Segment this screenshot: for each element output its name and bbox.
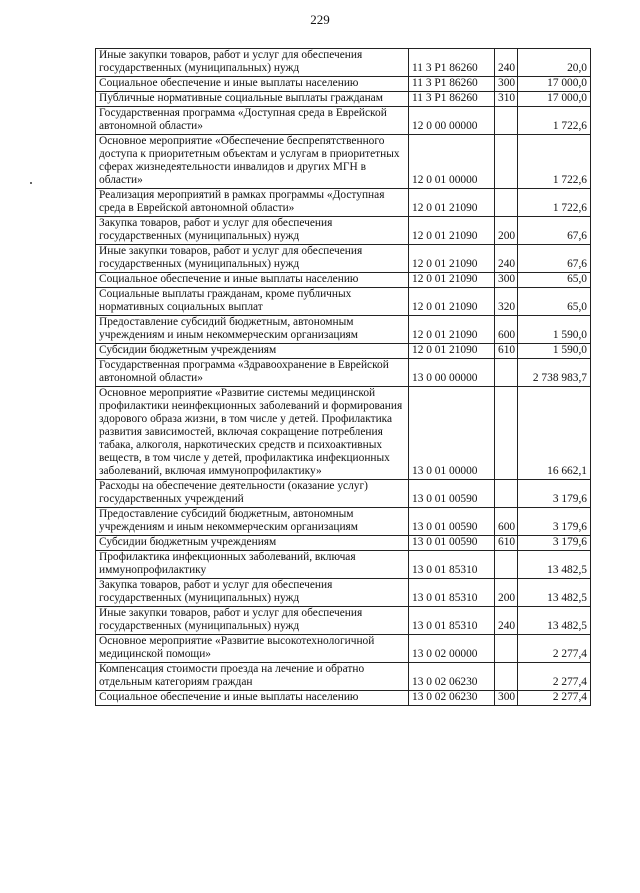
row-name-cell: Предоставление субсидий бюджетным, автономным учреждениям и иным некоммерческим организациям bbox=[96, 508, 409, 536]
row-vr-cell bbox=[495, 480, 518, 508]
row-code-cell: 13 0 01 00590 bbox=[409, 536, 495, 551]
row-vr-cell: 600 bbox=[495, 508, 518, 536]
row-name-cell: Закупка товаров, работ и услуг для обеспечения государственных (муниципальных) нужд bbox=[96, 579, 409, 607]
table-row bbox=[96, 387, 591, 480]
row-code-cell: 12 0 01 21090 bbox=[409, 217, 495, 245]
row-vr-cell: 300 bbox=[495, 691, 518, 706]
table-row bbox=[96, 551, 591, 579]
table-row bbox=[96, 107, 591, 135]
row-amount-cell: 1 590,0 bbox=[518, 316, 591, 344]
row-vr-cell bbox=[495, 107, 518, 135]
row-name-cell: Расходы на обеспечение деятельности (оказание услуг) государственных учреждений bbox=[96, 480, 409, 508]
row-amount-cell: 2 277,4 bbox=[518, 663, 591, 691]
row-amount-cell: 65,0 bbox=[518, 273, 591, 288]
table-row bbox=[96, 49, 591, 77]
table-row bbox=[96, 536, 591, 551]
table-row bbox=[96, 135, 591, 189]
table-row bbox=[96, 480, 591, 508]
row-amount-cell: 1 722,6 bbox=[518, 135, 591, 189]
row-vr-cell: 610 bbox=[495, 536, 518, 551]
row-amount-cell: 67,6 bbox=[518, 217, 591, 245]
row-vr-cell: 240 bbox=[495, 607, 518, 635]
row-name-cell: Государственная программа «Доступная среда в Еврейской автономной области» bbox=[96, 107, 409, 135]
table-row bbox=[96, 189, 591, 217]
table-row bbox=[96, 316, 591, 344]
row-amount-cell: 3 179,6 bbox=[518, 508, 591, 536]
table-row bbox=[96, 217, 591, 245]
row-vr-cell bbox=[495, 387, 518, 480]
row-vr-cell: 300 bbox=[495, 273, 518, 288]
row-code-cell: 13 0 01 85310 bbox=[409, 579, 495, 607]
row-vr-cell: 240 bbox=[495, 49, 518, 77]
row-amount-cell: 20,0 bbox=[518, 49, 591, 77]
table-row bbox=[96, 579, 591, 607]
row-name-cell: Реализация мероприятий в рамках программы «Доступная среда в Еврейской автономной области» bbox=[96, 189, 409, 217]
table-row bbox=[96, 635, 591, 663]
row-amount-cell: 1 590,0 bbox=[518, 344, 591, 359]
row-amount-cell: 2 277,4 bbox=[518, 691, 591, 706]
row-name-cell: Социальное обеспечение и иные выплаты населению bbox=[96, 77, 409, 92]
row-name-cell: Основное мероприятие «Развитие системы медицинской профилактики неинфекционных заболеваний и формирования здорового образа жизни, в том числе у детей. Профилактика развития зависимостей, включая сокращение потребления табака, алкоголя, наркотических средств и психоактивных веществ, в том числе у детей, профилактика инфекционных заболеваний, включая иммунопрофилактику» bbox=[96, 387, 409, 480]
row-name-cell: Профилактика инфекционных заболеваний, включая иммунопрофилактику bbox=[96, 551, 409, 579]
row-name-cell: Иные закупки товаров, работ и услуг для обеспечения государственных (муниципальных) нужд bbox=[96, 607, 409, 635]
row-name-cell: Субсидии бюджетным учреждениям bbox=[96, 344, 409, 359]
row-code-cell: 12 0 01 21090 bbox=[409, 189, 495, 217]
row-vr-cell bbox=[495, 189, 518, 217]
table-row bbox=[96, 359, 591, 387]
row-code-cell: 12 0 00 00000 bbox=[409, 107, 495, 135]
row-code-cell: 12 0 01 00000 bbox=[409, 135, 495, 189]
row-vr-cell: 240 bbox=[495, 245, 518, 273]
row-vr-cell bbox=[495, 663, 518, 691]
budget-table-body bbox=[96, 49, 591, 706]
row-name-cell: Субсидии бюджетным учреждениям bbox=[96, 536, 409, 551]
row-code-cell: 13 0 02 06230 bbox=[409, 691, 495, 706]
row-code-cell: 13 0 01 00590 bbox=[409, 508, 495, 536]
row-vr-cell: 300 bbox=[495, 77, 518, 92]
row-vr-cell: 200 bbox=[495, 217, 518, 245]
row-name-cell: Компенсация стоимости проезда на лечение и обратно отдельным категориям граждан bbox=[96, 663, 409, 691]
row-vr-cell: 610 bbox=[495, 344, 518, 359]
row-amount-cell: 1 722,6 bbox=[518, 107, 591, 135]
table-row bbox=[96, 288, 591, 316]
row-vr-cell bbox=[495, 135, 518, 189]
row-name-cell: Публичные нормативные социальные выплаты гражданам bbox=[96, 92, 409, 107]
row-amount-cell: 3 179,6 bbox=[518, 480, 591, 508]
table-row bbox=[96, 508, 591, 536]
table-row bbox=[96, 77, 591, 92]
row-name-cell: Закупка товаров, работ и услуг для обеспечения государственных (муниципальных) нужд bbox=[96, 217, 409, 245]
row-name-cell: Основное мероприятие «Обеспечение беспрепятственного доступа к приоритетным объектам и услугам в приоритетных сферах жизнедеятельности инвалидов и других МГН в области» bbox=[96, 135, 409, 189]
table-row bbox=[96, 691, 591, 706]
row-amount-cell: 67,6 bbox=[518, 245, 591, 273]
row-code-cell: 13 0 01 85310 bbox=[409, 607, 495, 635]
row-vr-cell: 200 bbox=[495, 579, 518, 607]
row-code-cell: 12 0 01 21090 bbox=[409, 245, 495, 273]
row-code-cell: 13 0 02 06230 bbox=[409, 663, 495, 691]
row-code-cell: 11 3 P1 86260 bbox=[409, 92, 495, 107]
row-amount-cell: 13 482,5 bbox=[518, 551, 591, 579]
row-name-cell: Предоставление субсидий бюджетным, автономным учреждениям и иным некоммерческим организациям bbox=[96, 316, 409, 344]
budget-table bbox=[95, 48, 591, 706]
row-code-cell: 12 0 01 21090 bbox=[409, 316, 495, 344]
row-code-cell: 13 0 01 00590 bbox=[409, 480, 495, 508]
row-code-cell: 11 3 P1 86260 bbox=[409, 77, 495, 92]
row-vr-cell: 320 bbox=[495, 288, 518, 316]
row-code-cell: 12 0 01 21090 bbox=[409, 288, 495, 316]
row-vr-cell bbox=[495, 551, 518, 579]
table-row bbox=[96, 607, 591, 635]
row-amount-cell: 17 000,0 bbox=[518, 92, 591, 107]
row-code-cell: 13 0 01 00000 bbox=[409, 387, 495, 480]
table-row bbox=[96, 92, 591, 107]
row-code-cell: 12 0 01 21090 bbox=[409, 273, 495, 288]
row-name-cell: Иные закупки товаров, работ и услуг для обеспечения государственных (муниципальных) нужд bbox=[96, 245, 409, 273]
row-amount-cell: 3 179,6 bbox=[518, 536, 591, 551]
row-name-cell: Социальные выплаты гражданам, кроме публичных нормативных социальных выплат bbox=[96, 288, 409, 316]
table-row bbox=[96, 273, 591, 288]
row-amount-cell: 1 722,6 bbox=[518, 189, 591, 217]
row-code-cell: 12 0 01 21090 bbox=[409, 344, 495, 359]
row-name-cell: Иные закупки товаров, работ и услуг для обеспечения государственных (муниципальных) нужд bbox=[96, 49, 409, 77]
row-amount-cell: 17 000,0 bbox=[518, 77, 591, 92]
scan-speck bbox=[30, 182, 32, 184]
page-number: 229 bbox=[310, 12, 330, 27]
row-amount-cell: 65,0 bbox=[518, 288, 591, 316]
table-row bbox=[96, 245, 591, 273]
row-name-cell: Социальное обеспечение и иные выплаты населению bbox=[96, 691, 409, 706]
row-amount-cell: 13 482,5 bbox=[518, 607, 591, 635]
row-code-cell: 13 0 01 85310 bbox=[409, 551, 495, 579]
row-code-cell: 13 0 02 00000 bbox=[409, 635, 495, 663]
row-name-cell: Социальное обеспечение и иные выплаты населению bbox=[96, 273, 409, 288]
table-row bbox=[96, 344, 591, 359]
row-amount-cell: 16 662,1 bbox=[518, 387, 591, 480]
row-amount-cell: 2 277,4 bbox=[518, 635, 591, 663]
row-name-cell: Основное мероприятие «Развитие высокотехнологичной медицинской помощи» bbox=[96, 635, 409, 663]
row-code-cell: 13 0 00 00000 bbox=[409, 359, 495, 387]
row-name-cell: Государственная программа «Здравоохранение в Еврейской автономной области» bbox=[96, 359, 409, 387]
row-amount-cell: 13 482,5 bbox=[518, 579, 591, 607]
row-vr-cell: 310 bbox=[495, 92, 518, 107]
row-code-cell: 11 3 P1 86260 bbox=[409, 49, 495, 77]
table-row bbox=[96, 663, 591, 691]
row-vr-cell: 600 bbox=[495, 316, 518, 344]
row-amount-cell: 2 738 983,7 bbox=[518, 359, 591, 387]
row-vr-cell bbox=[495, 635, 518, 663]
row-vr-cell bbox=[495, 359, 518, 387]
